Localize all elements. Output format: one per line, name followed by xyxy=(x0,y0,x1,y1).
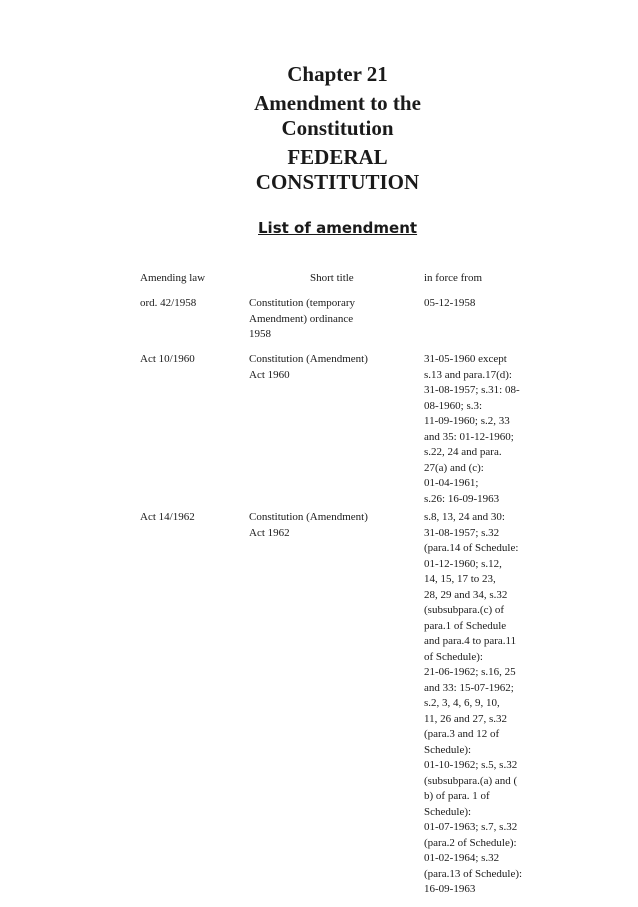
column-header-short-title: Short title xyxy=(310,272,354,284)
row3-in-force-line: (para.14 of Schedule: xyxy=(424,542,519,554)
row3-in-force-line: 28, 29 and 34, s.32 xyxy=(424,588,508,601)
row3-in-force-line: 01-12-1960; s.12, xyxy=(424,557,502,570)
row3-in-force-line: (para.13 of Schedule): xyxy=(424,867,523,880)
subtitle-line1: FEDERAL xyxy=(287,145,388,169)
row1-short-title xyxy=(249,296,392,343)
row3-in-force-line: s.2, 3, 4, 6, 9, 10, xyxy=(424,697,500,709)
row2-in-force-line: 31-05-1960 except xyxy=(424,353,507,365)
row2-in-force-line: 11-09-1960; s.2, 33 xyxy=(424,415,510,427)
row3-in-force-line: b) of para. 1 of xyxy=(424,790,490,802)
row2-in-force-line: s.13 and para.17(d): xyxy=(424,368,512,381)
row1-in-force-line: 05-12-1958 xyxy=(424,297,476,309)
row3-in-force-line: (subsubpara.(c) of xyxy=(424,604,505,616)
row1-in-force-from xyxy=(424,296,550,312)
row2-in-force-line: 08-1960; s.3: xyxy=(424,399,483,412)
row2-in-force-line: and 35: 01-12-1960; xyxy=(424,430,514,443)
page-header xyxy=(230,62,445,195)
row1-short-title-line: Amendment) ordinance xyxy=(249,312,354,325)
subtitle-line2: CONSTITUTION xyxy=(255,170,420,194)
row2-in-force-line: 31-08-1957; s.31: 08- xyxy=(424,384,520,396)
row2-short-title-line: Act 1960 xyxy=(249,368,290,381)
row3-in-force-line: of Schedule): xyxy=(424,650,483,663)
row2-amending-law: Act 10/1960 xyxy=(140,353,195,365)
row3-in-force-line: and para.4 to para.11 xyxy=(424,635,517,647)
row2-short-title xyxy=(249,352,392,383)
chapter-title-line1: Amendment to the xyxy=(254,91,421,115)
row3-in-force-line: 14, 15, 17 to 23, xyxy=(424,573,496,585)
row2-in-force-line: s.22, 24 and para. xyxy=(424,446,502,458)
row3-in-force-from xyxy=(424,510,550,898)
row3-amending-law: Act 14/1962 xyxy=(140,511,195,523)
row3-in-force-line: Schedule): xyxy=(424,805,472,818)
row3-short-title-line: Constitution (Amendment) xyxy=(249,511,368,523)
row3-short-title-line: Act 1962 xyxy=(249,526,290,539)
row2-in-force-line: s.26: 16-09-1963 xyxy=(424,492,500,505)
row2-in-force-line: 27(a) and (c): xyxy=(424,461,484,474)
document-subtitle xyxy=(230,145,445,195)
row3-in-force-line: 11, 26 and 27, s.32 xyxy=(424,712,508,725)
row3-short-title xyxy=(249,510,392,541)
row3-in-force-line: (para.2 of Schedule): xyxy=(424,836,517,849)
row3-in-force-line: and 33: 15-07-1962; xyxy=(424,681,514,694)
chapter-title-line2: Constitution xyxy=(281,116,394,140)
row1-short-title-line: Constitution (temporary xyxy=(249,297,356,309)
row3-in-force-line: 21-06-1962; s.16, 25 xyxy=(424,666,516,678)
row3-in-force-line: s.8, 13, 24 and 30: xyxy=(424,511,505,523)
chapter-title xyxy=(230,91,445,141)
row1-short-title-line: 1958 xyxy=(249,328,271,340)
row3-in-force-line: 16-09-1963 xyxy=(424,883,476,895)
row3-in-force-line: (para.3 and 12 of xyxy=(424,728,500,740)
row2-in-force-line: 01-04-1961; xyxy=(424,477,479,489)
column-header-amending-law: Amending law xyxy=(140,272,206,284)
row3-in-force-line: 01-10-1962; s.5, s.32 xyxy=(424,759,518,771)
row2-in-force-from xyxy=(424,352,550,507)
row3-in-force-line: 31-08-1957; s.32 xyxy=(424,526,500,539)
row3-in-force-line: para.1 of Schedule xyxy=(424,619,507,632)
row2-short-title-line: Constitution (Amendment) xyxy=(249,353,368,365)
chapter-heading: Chapter 21 xyxy=(287,62,388,86)
row1-amending-law: ord. 42/1958 xyxy=(140,297,197,309)
column-header-in-force-from: in force from xyxy=(424,272,483,284)
row3-in-force-line: Schedule): xyxy=(424,743,472,756)
list-title: List of amendment xyxy=(258,219,418,237)
row3-in-force-line: 01-02-1964; s.32 xyxy=(424,852,500,864)
row3-in-force-line: 01-07-1963; s.7, s.32 xyxy=(424,821,518,833)
row3-in-force-line: (subsubpara.(a) and ( xyxy=(424,774,518,787)
